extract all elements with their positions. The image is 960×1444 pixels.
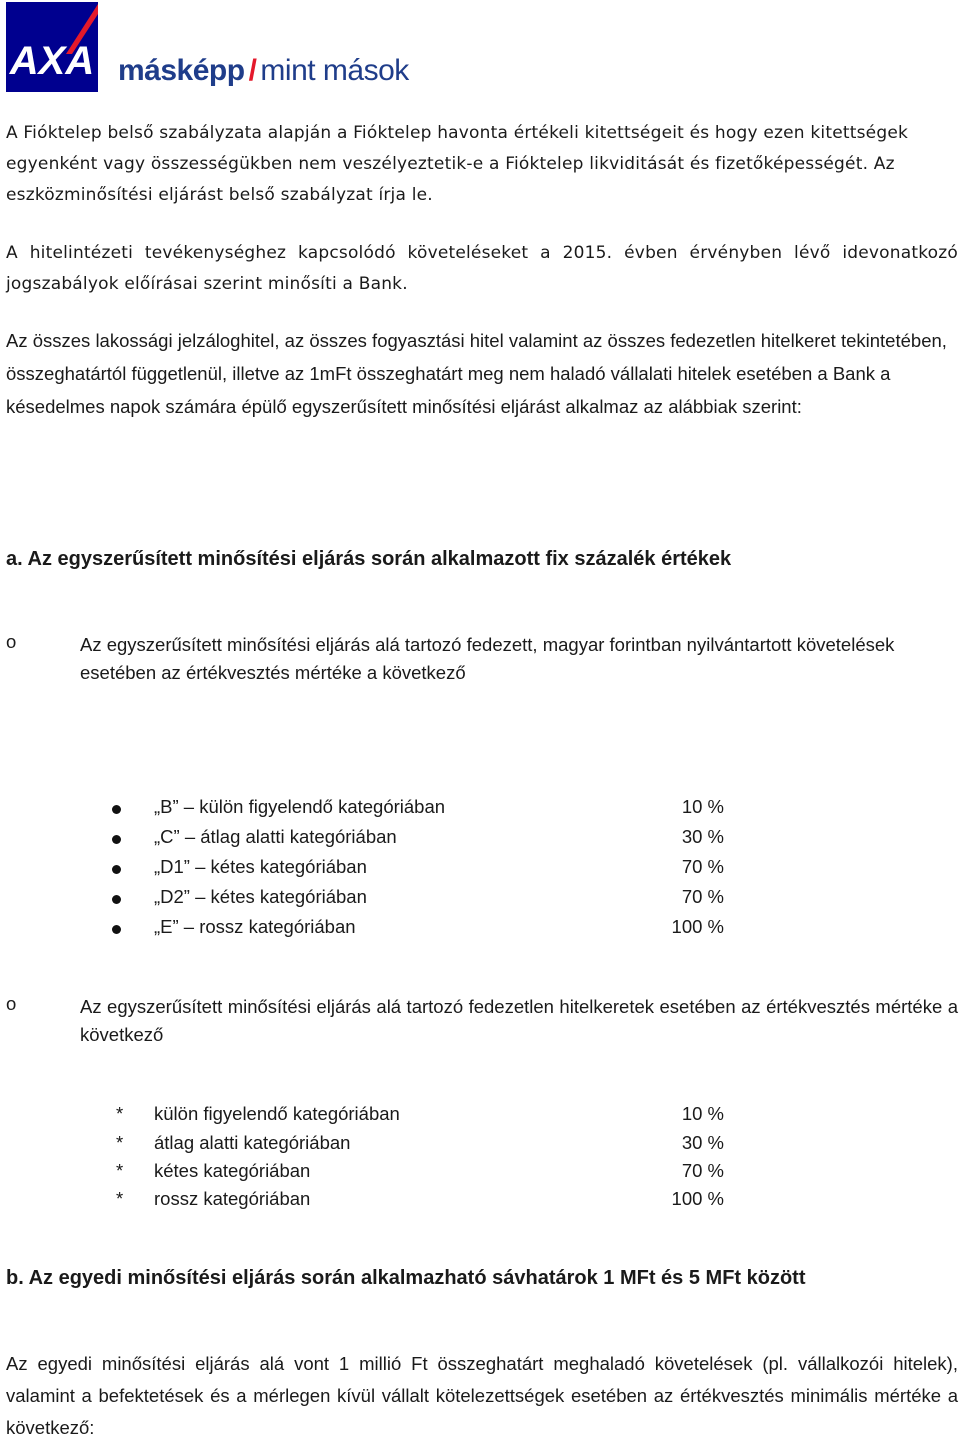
bullet-icon [112,835,121,844]
slogan-part1: másképp [118,54,245,87]
asterisk-icon: * [116,1103,124,1124]
category-percent: 100 % [671,1188,724,1209]
category-row [116,1103,724,1131]
bullet-icon [112,865,121,874]
header [6,2,466,94]
category-label: „B” – külön figyelendő kategóriában [154,796,446,817]
asterisk-icon: * [116,1188,124,1209]
paragraph-2: A hitelintézeti tevékenységhez kapcsolódó követeléseket a 2015. évben érvényben lévő idevonatkozó jogszabályok előírásai szerint minősíti a Bank. [6,243,958,294]
category-percent: 70 % [681,856,724,877]
category-label: „D1” – kétes kategóriában [154,856,367,877]
category-row [112,856,724,886]
bullet-icon [112,895,121,904]
category-label: kétes kategóriában [154,1160,311,1181]
category-row [112,916,724,946]
list-marker: o [6,631,17,652]
category-label: „E” – rossz kategóriában [154,916,356,937]
paragraph-1: A Fióktelep belső szabályzata alapján a Fióktelep havonta értékeli kitettségeit és hogy ezen kitettségek egyenként vagy összességükben nem veszélyeztetik-e a Fióktelep likviditását és fizetőképességét. Az eszközminősítési eljárást belső szabályzat írja le. [6,123,909,205]
axa-logo-icon [6,2,98,92]
section-b-heading: b. Az egyedi minősítési eljárás során alkalmazható sávhatárok 1 MFt és 5 MFt között [6,1267,806,1289]
category-row [116,1132,724,1160]
bullet-icon [112,925,121,934]
paragraph-3: Az összes lakossági jelzáloghitel, az összes fogyasztási hitel valamint az összes fedezetlen hitelkeret tekintetében, összeghatártól függetlenül, illetve az 1mFt összeghatárt meg nem haladó vállalati hitelek esetében a Bank a késedelmes napok számára épülő egyszerűsített minősítési eljárást alkalmaz az alábbiak szerint: [6,330,947,417]
category-row [112,796,724,826]
category-label: „C” – átlag alatti kategóriában [154,826,397,847]
category-percent: 30 % [681,826,724,847]
category-percent: 70 % [681,1160,724,1181]
slogan [118,54,409,88]
category-percent: 100 % [671,916,724,937]
list-item-secured: Az egyszerűsített minősítési eljárás alá tartozó fedezett, magyar forintban nyilvántartott követelések esetében az értékvesztés mértéke a következő [80,634,895,683]
slogan-part2: mint mások [260,54,409,87]
axa-logo [6,2,98,92]
category-label: rossz kategóriában [154,1188,311,1209]
category-percent: 10 % [681,1103,724,1124]
asterisk-icon: * [116,1132,124,1153]
category-percent: 10 % [681,796,724,817]
list-marker: o [6,993,17,1014]
bullet-icon [112,805,121,814]
section-a-heading: a. Az egyszerűsített minősítési eljárás során alkalmazott fix százalék értékek [6,548,732,570]
category-row [112,826,724,856]
asterisk-icon: * [116,1160,124,1181]
category-row [112,886,724,916]
category-label: külön figyelendő kategóriában [154,1103,400,1124]
category-label: „D2” – kétes kategóriában [154,886,367,907]
slogan-slash-icon: / [248,54,257,87]
category-row [116,1188,724,1216]
list-item-unsecured: Az egyszerűsített minősítési eljárás alá tartozó fedezetlen hitelkeretek esetében az értékvesztés mértéke a következő [80,996,958,1045]
category-percent: 30 % [681,1132,724,1153]
category-label: átlag alatti kategóriában [154,1132,351,1153]
category-percent: 70 % [681,886,724,907]
logo-text: AXA [9,39,95,83]
section-b-paragraph: Az egyedi minősítési eljárás alá vont 1 millió Ft összeghatárt meghaladó követelések (pl. vállalkozói hitelek), valamint a befektetések és a mérlegen kívül vállalt kötelezettségek esetében az értékvesztés minimális mértéke a következő: [6,1353,958,1438]
category-row [116,1160,724,1188]
